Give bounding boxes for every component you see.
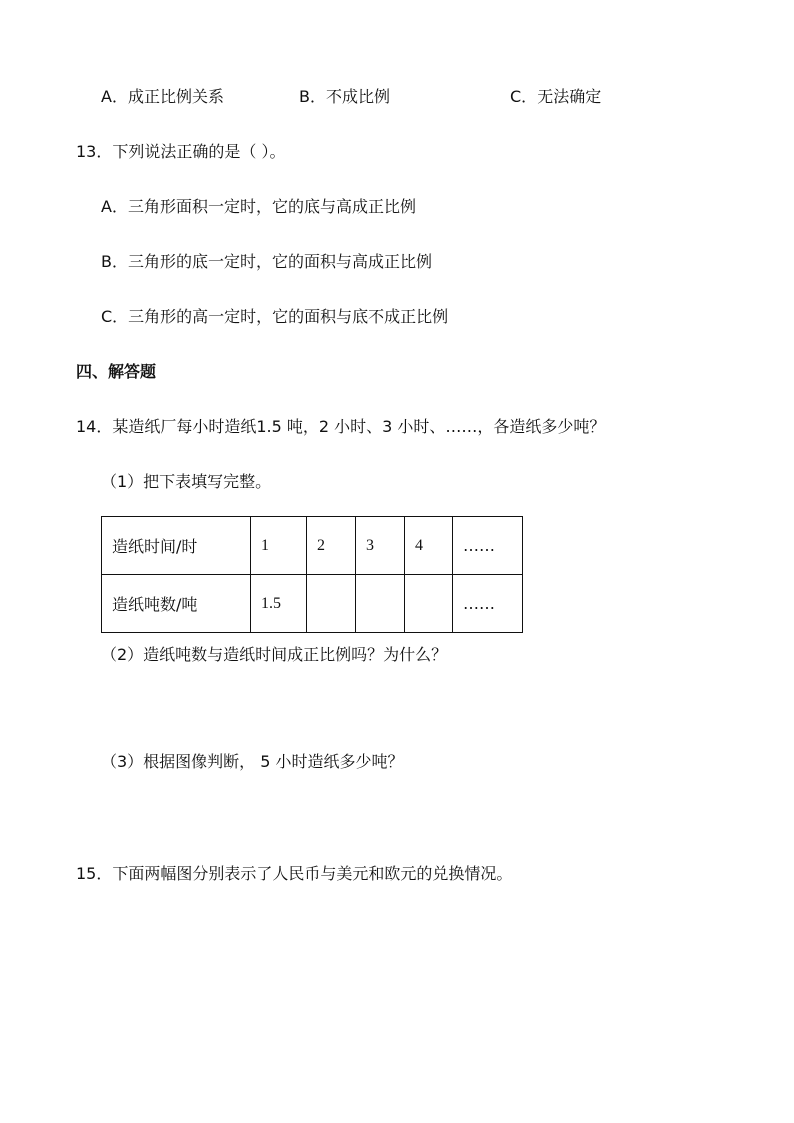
table-cell-ellipsis: …… — [453, 517, 523, 575]
q13-option-c: C．三角形的高一定时，它的面积与底不成正比例 — [101, 307, 449, 326]
q12-option-a — [101, 87, 224, 107]
q14-sub2: （2）造纸吨数与造纸时间成正比例吗？为什么？ — [101, 645, 448, 664]
table-cell-blank[interactable] — [307, 575, 356, 633]
table-cell-header-tons: 造纸吨数/吨 — [102, 575, 251, 633]
table-cell: 3 — [356, 517, 405, 575]
paper-production-table — [101, 516, 523, 633]
table-row-tons — [102, 575, 523, 633]
q14-sub1: （1）把下表填写完整。 — [101, 472, 272, 491]
table-cell: 4 — [405, 517, 453, 575]
q13-option-a: A．三角形面积一定时，它的底与高成正比例 — [101, 197, 416, 216]
q12-option-a-text: 成正比例关系 — [127, 87, 224, 106]
table-cell: 1 — [251, 517, 307, 575]
q12-option-c — [510, 87, 601, 107]
q13-option-b: B．三角形的底一定时，它的面积与高成正比例 — [101, 252, 432, 271]
q12-option-b-text: 不成比例 — [325, 87, 390, 106]
table-cell: 2 — [307, 517, 356, 575]
table-cell: 1.5 — [251, 575, 307, 633]
q12-option-b — [299, 87, 390, 107]
section-4-title: 四、解答题 — [76, 362, 157, 381]
table-cell-blank[interactable] — [356, 575, 405, 633]
table-cell-header-time: 造纸时间/时 — [102, 517, 251, 575]
q14-sub3: （3）根据图像判断， 5 小时造纸多少吨？ — [101, 752, 404, 771]
q12-option-b-letter: B． — [299, 87, 326, 106]
q13-stem: 13．下列说法正确的是（ ）。 — [76, 142, 286, 161]
q14-stem: 14．某造纸厂每小时造纸1.5 吨，2 小时、3 小时、……，各造纸多少吨？ — [76, 417, 606, 436]
q12-option-c-text: 无法确定 — [537, 87, 602, 106]
q12-option-c-letter: C． — [510, 87, 538, 106]
q12-option-a-letter: A． — [101, 87, 128, 106]
q15-stem: 15．下面两幅图分别表示了人民币与美元和欧元的兑换情况。 — [76, 864, 513, 883]
table-cell-blank[interactable] — [405, 575, 453, 633]
table-cell-ellipsis: …… — [453, 575, 523, 633]
table-row-time — [102, 517, 523, 575]
